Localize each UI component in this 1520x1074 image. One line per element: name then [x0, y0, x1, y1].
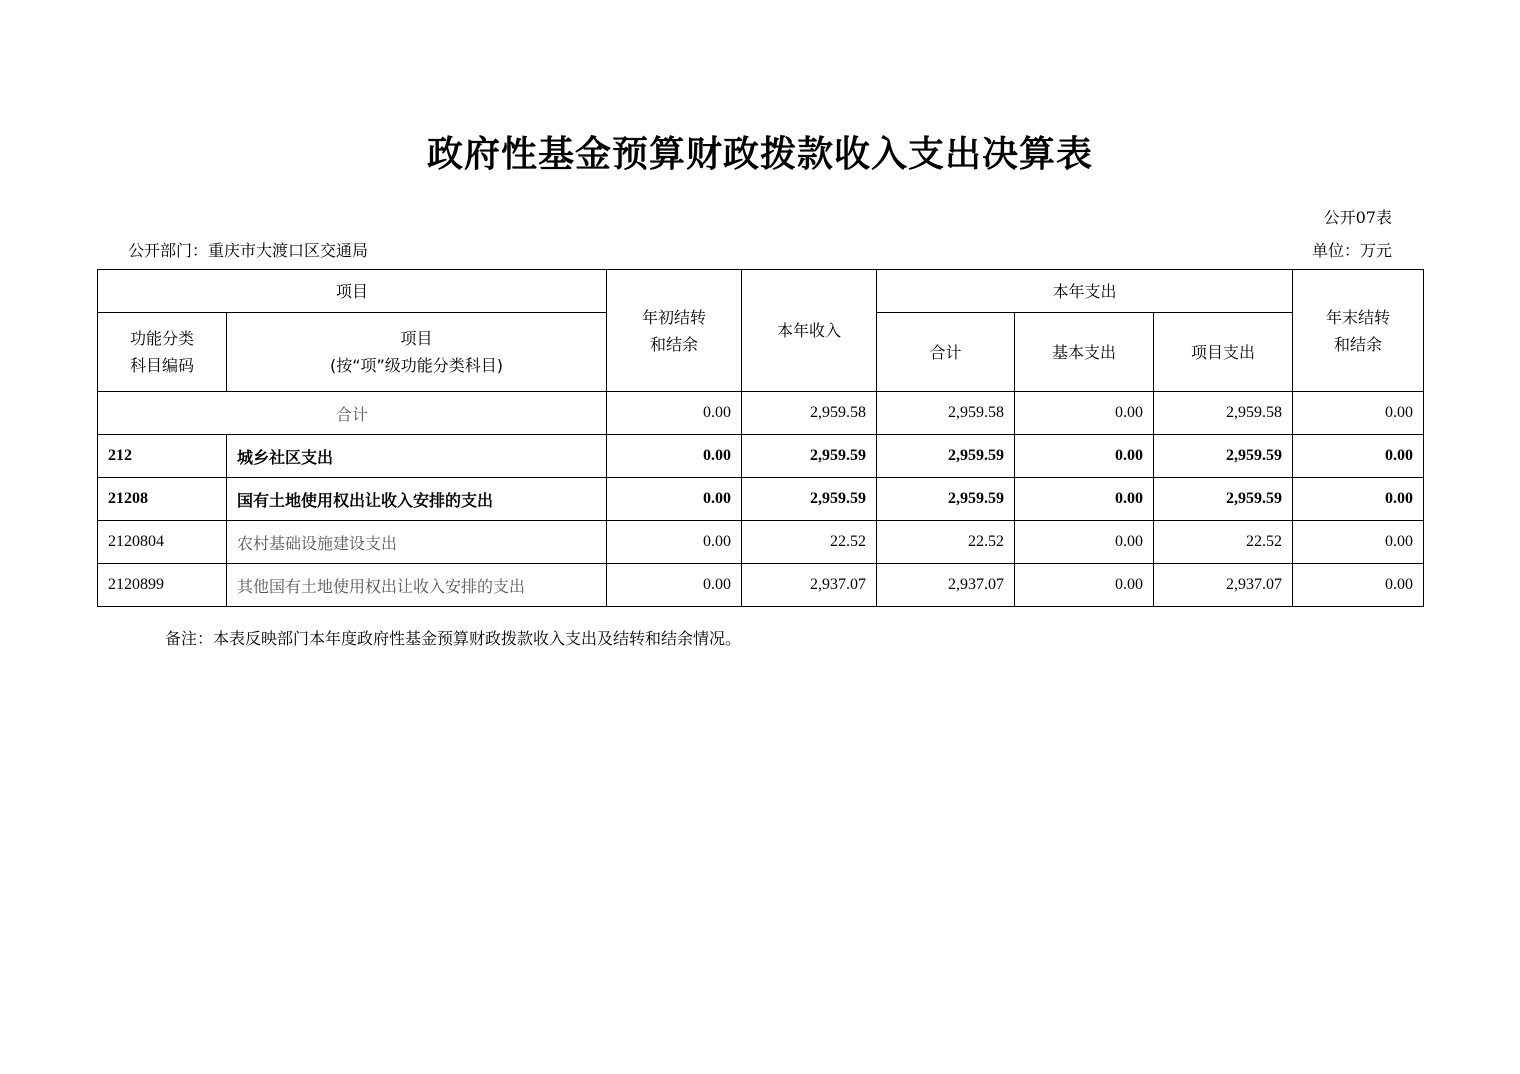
row-name: 农村基础设施建设支出: [227, 521, 607, 564]
total-expense-total: 2,959.58: [877, 392, 1015, 435]
row-income: 2,937.07: [742, 564, 877, 607]
header-expense-group: 本年支出: [877, 270, 1293, 313]
row-begin-balance: 0.00: [607, 564, 742, 607]
header-begin-balance: 年初结转 和结余: [607, 270, 742, 392]
row-expense-total: 2,959.59: [877, 435, 1015, 478]
row-name: 国有土地使用权出让收入安排的支出: [227, 478, 607, 521]
total-expense-basic: 0.00: [1015, 392, 1154, 435]
row-end-balance: 0.00: [1293, 478, 1424, 521]
header-project-group: 项目: [98, 270, 607, 313]
row-expense-basic: 0.00: [1015, 435, 1154, 478]
row-end-balance: 0.00: [1293, 564, 1424, 607]
total-expense-project: 2,959.58: [1154, 392, 1293, 435]
row-name: 城乡社区支出: [227, 435, 607, 478]
row-code: 21208: [98, 478, 227, 521]
row-end-balance: 0.00: [1293, 435, 1424, 478]
header-expense-project: 项目支出: [1154, 313, 1293, 392]
row-expense-basic: 0.00: [1015, 564, 1154, 607]
unit-label: 单位：万元: [1311, 241, 1392, 260]
row-end-balance: 0.00: [1293, 521, 1424, 564]
row-code: 2120899: [98, 564, 227, 607]
row-code: 212: [98, 435, 227, 478]
row-expense-total: 2,937.07: [877, 564, 1015, 607]
form-number: 公开07表: [1323, 208, 1392, 227]
total-begin-balance: 0.00: [607, 392, 742, 435]
row-expense-total: 2,959.59: [877, 478, 1015, 521]
page-title: 政府性基金预算财政拨款收入支出决算表: [426, 134, 1093, 175]
row-begin-balance: 0.00: [607, 478, 742, 521]
total-label: 合计: [98, 392, 607, 435]
table-row: [98, 478, 1424, 521]
row-income: 2,959.59: [742, 435, 877, 478]
department-label: 公开部门：重庆市大渡口区交通局: [128, 241, 369, 260]
header-expense-total: 合计: [877, 313, 1015, 392]
row-expense-project: 2,959.59: [1154, 478, 1293, 521]
row-income: 2,959.59: [742, 478, 877, 521]
header-expense-basic: 基本支出: [1015, 313, 1154, 392]
row-expense-basic: 0.00: [1015, 521, 1154, 564]
footnote: 备注：本表反映部门本年度政府性基金预算财政拨款收入支出及结转和结余情况。: [165, 629, 742, 648]
total-income: 2,959.58: [742, 392, 877, 435]
budget-table: [97, 269, 1424, 607]
row-name: 其他国有土地使用权出让收入安排的支出: [227, 564, 607, 607]
row-income: 22.52: [742, 521, 877, 564]
header-end-balance: 年末结转 和结余: [1293, 270, 1424, 392]
row-expense-basic: 0.00: [1015, 478, 1154, 521]
table-row: [98, 521, 1424, 564]
total-end-balance: 0.00: [1293, 392, 1424, 435]
row-expense-total: 22.52: [877, 521, 1015, 564]
row-begin-balance: 0.00: [607, 435, 742, 478]
row-begin-balance: 0.00: [607, 521, 742, 564]
header-name: 项目 (按“项”级功能分类科目): [227, 313, 607, 392]
row-expense-project: 2,937.07: [1154, 564, 1293, 607]
table-row: [98, 564, 1424, 607]
row-expense-project: 2,959.59: [1154, 435, 1293, 478]
row-code: 2120804: [98, 521, 227, 564]
header-code: 功能分类 科目编码: [98, 313, 227, 392]
header-income: 本年收入: [742, 270, 877, 392]
table-row-total: [98, 392, 1424, 435]
row-expense-project: 22.52: [1154, 521, 1293, 564]
table-row: [98, 435, 1424, 478]
